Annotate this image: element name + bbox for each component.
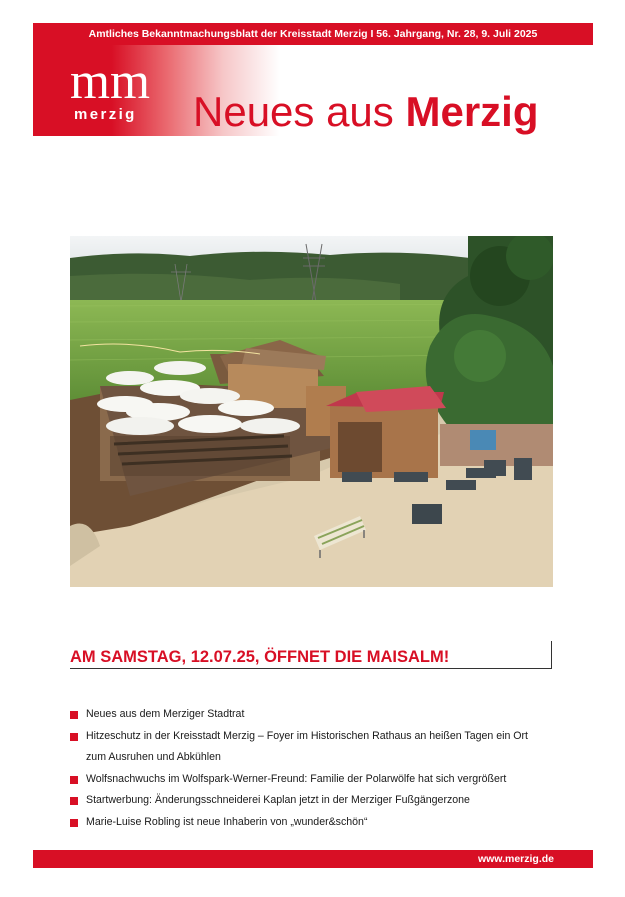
list-item <box>70 790 550 812</box>
list-item <box>70 704 550 726</box>
title-regular: Neues aus <box>193 88 394 135</box>
merzig-logo <box>68 60 158 130</box>
footer-bar <box>33 850 593 868</box>
topics-list <box>70 704 550 833</box>
topic-text: Startwerbung: Änderungsschneiderei Kaplan jetzt in der Merziger Fußgängerzone <box>86 794 470 806</box>
list-item <box>70 812 550 834</box>
red-square-bullet-icon <box>70 776 78 784</box>
topic-text: Hitzeschutz in der Kreisstadt Merzig – Foyer im Historischen Rathaus an heißen Tagen ein Ort zum Ausruhen und Abkühlen <box>86 729 528 763</box>
issue-info-bar <box>33 23 593 45</box>
photo-illustration <box>70 236 553 587</box>
headline-divider <box>70 668 552 669</box>
website-link[interactable]: www.merzig.de <box>477 853 554 865</box>
aerial-photo-beer-garden <box>70 236 553 587</box>
red-square-bullet-icon <box>70 819 78 827</box>
title-bold: Merzig <box>405 88 539 135</box>
list-item <box>70 769 550 791</box>
list-item <box>70 726 550 769</box>
red-square-bullet-icon <box>70 711 78 719</box>
cover-headline: AM SAMSTAG, 12.07.25, ÖFFNET DIE MAISALM! <box>70 648 450 666</box>
headline-divider-end <box>551 641 552 669</box>
red-square-bullet-icon <box>70 733 78 741</box>
mm-logo-icon <box>70 62 152 104</box>
topic-text: Marie-Luise Robling ist neue Inhaberin von „wunder&schön“ <box>86 815 368 828</box>
issue-info-text: Amtliches Bekanntmachungsblatt der Kreisstadt Merzig I 56. Jahrgang, Nr. 28, 9. Juli 2025 <box>88 28 538 40</box>
masthead-title <box>193 88 538 136</box>
logo-mark-text: mm <box>70 62 150 104</box>
logo-wordmark: merzig <box>74 106 137 123</box>
red-square-bullet-icon <box>70 797 78 805</box>
topic-text: Neues aus dem Merziger Stadtrat <box>86 708 245 720</box>
topic-text: Wolfsnachwuchs im Wolfspark-Werner-Freund: Familie der Polarwölfe hat sich vergrößert <box>86 772 507 785</box>
